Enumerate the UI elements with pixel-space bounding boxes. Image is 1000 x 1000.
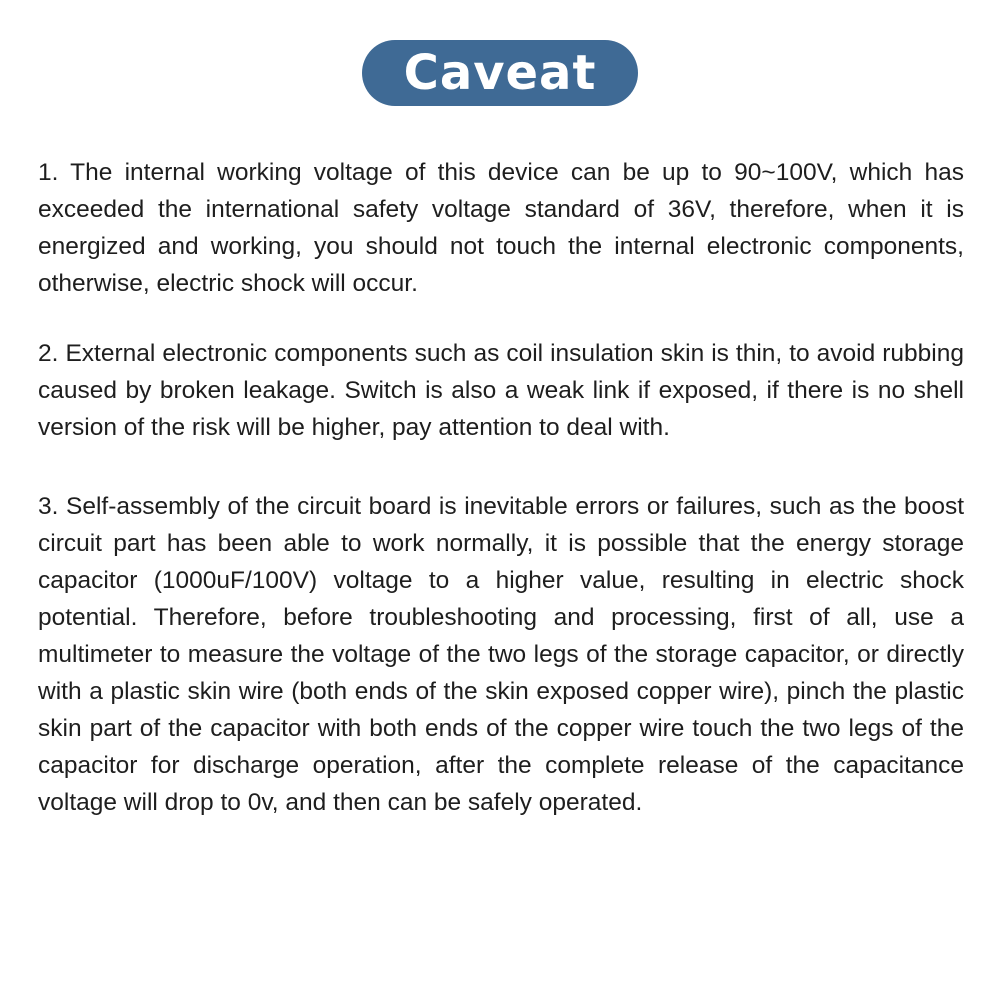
caveat-paragraph-3: 3. Self-assembly of the circuit board is inevitable errors or failures, such as the boost circuit part has been able to work normally, it is possible that the energy storage capacitor (1000uF/100V) voltage to a higher value, resulting in electric shock potential. Therefore, before troubleshooting and processing, first of all, use a multimeter to measure the voltage of the two legs of the storage capacitor, or directly with a plastic skin wire (both ends of the skin exposed copper wire), pinch the plastic skin part of the capacitor with both ends of the copper wire touch the two legs of the capacitor for discharge operation, after the complete release of the capacitance voltage will drop to 0v, and then can be safely operated. bbox=[38, 493, 964, 816]
page-title: Caveat bbox=[403, 45, 597, 101]
caveat-content bbox=[38, 154, 964, 821]
title-badge bbox=[362, 40, 638, 106]
caveat-paragraph-1: 1. The internal working voltage of this device can be up to 90~100V, which has exceeded the international safety voltage standard of 36V, therefore, when it is energized and working, you should not touch the internal electronic components, otherwise, electric shock will occur. bbox=[38, 159, 964, 297]
caveat-paragraph-2: 2. External electronic components such as coil insulation skin is thin, to avoid rubbing caused by broken leakage. Switch is also a weak link if exposed, if there is no shell version of the risk will be higher, pay attention to deal with. bbox=[38, 340, 964, 441]
